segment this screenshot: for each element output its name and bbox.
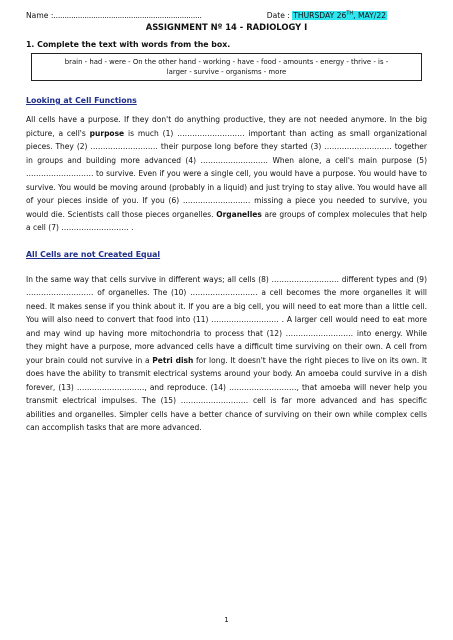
bold-term-petri-dish: Petri dish	[152, 355, 194, 365]
word-box-line-2: larger - survive - organisms - more	[166, 68, 287, 76]
heading-looking-at-cell-functions: Looking at Cell Functions	[26, 96, 137, 105]
date-rest: , MAY/22	[353, 11, 386, 20]
text-part: is much (1) ……………………… important than acting as small organizational pieces. They (2) ……………………… their purpose long before they started (3) ……………………… together in groups and building more advanced (4) ……………………… When alone, a cell's main purpose (5) ……………………… to survive. Even if you were a single cell, you would have a purpose. You would have to survive. You would be moving around (probably in a liquid) and just trying to stay alive. You would have all of your pieces inside of you. If you (6) ……………………… missing a piece you needed to survive, you would die. Scientists call those pieces organelles.	[26, 128, 427, 219]
page-number: 1	[224, 616, 229, 624]
name-line	[26, 10, 202, 21]
date-line	[267, 10, 387, 21]
instruction-heading: 1. Complete the text with words from the box.	[26, 40, 231, 49]
text-part: are groups of complex molecules that help a cell (7) ……………………… .	[26, 209, 427, 232]
heading-all-cells-not-equal: All Cells are not Created Equal	[26, 249, 161, 259]
bold-term-purpose: purpose	[89, 128, 125, 138]
name-label: Name :	[26, 11, 54, 20]
bold-term-organelles: Organelles	[216, 209, 262, 219]
text-part: for long. It doesn't have the right pieces to live on its own. It does have the ability to transmit electrical systems around your body. An amoeba could survive in a dish forever, (13) ………………………, and reproduce. (14) ………………………, that amoeba will never help you transmit electrical impulses. The (15) ……………………… cell is far more advanced and has specific abilities and organelles. Simpler cells have a better chance of surviving on their own while complex cells can accomplish tasks that are more advanced.	[26, 355, 427, 432]
assignment-title: ASSIGNMENT Nº 14 - RADIOLOGY I	[145, 22, 308, 32]
word-box	[31, 53, 422, 81]
word-box-line-1: brain - had - were - On the other hand - working - have - food - amounts - energy - thrive - is -	[64, 58, 389, 66]
header-row	[26, 10, 427, 21]
date-day: THURSDAY 26	[293, 11, 347, 20]
text-part: In the same way that cells survive in different ways; all cells (8) ……………………… different types and (9) ……………………… of organelles. The (10) ……………………… a cell becomes the more organelles it will need. It makes sense if you think about it. If you are a big cell, you will need to eat more than a little cell. You will also need to convert that food into (11) ……………………… . A larger cell would need to eat more and may wind up having more mitochondria to process that (12) ……………………… into energy. While they might have a purpose, more advanced cells have a difficult time surviving on their own. A cell from your brain could not survive in a	[26, 274, 427, 365]
date-highlight	[292, 11, 387, 20]
date-label: Date :	[266, 11, 290, 20]
name-dots: ...................................................................	[53, 11, 202, 20]
paragraph-cells-not-equal	[26, 273, 427, 435]
paragraph-cell-functions	[26, 113, 427, 235]
date-superscript: TH	[346, 10, 354, 17]
text-part: All cells have a purpose. If they don't do anything productive, they are not needed anymore. In the big picture, a cell's	[26, 115, 427, 138]
